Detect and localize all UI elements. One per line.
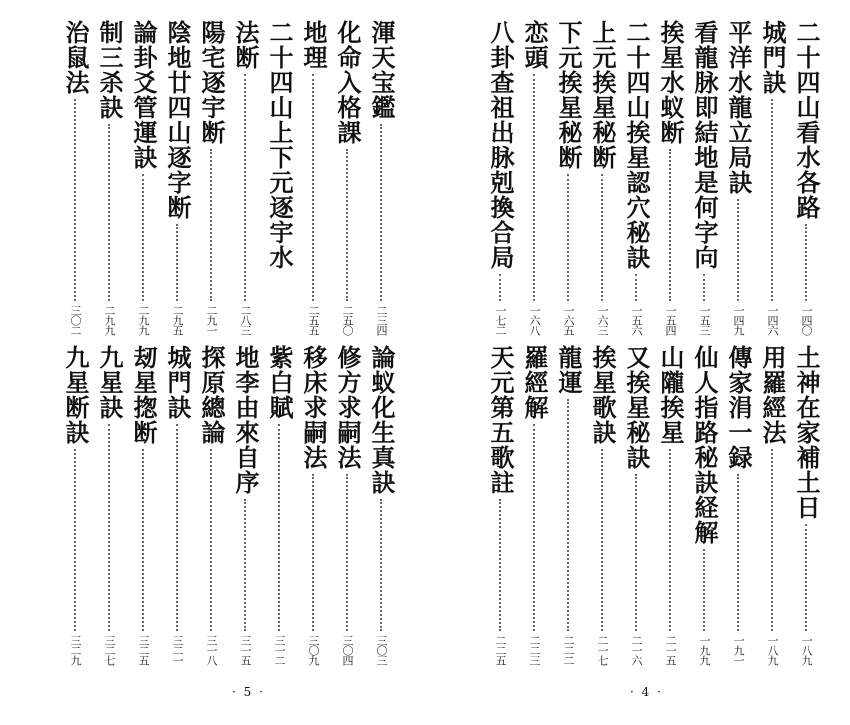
toc-page-number: 三一八 — [205, 635, 218, 665]
toc-entry[interactable] — [229, 345, 261, 665]
dot-leader — [380, 499, 382, 631]
toc-entry-title: 上元挨星秘断 — [588, 20, 617, 170]
dot-leader — [176, 424, 178, 631]
toc-entry[interactable] — [263, 20, 295, 335]
toc-entry[interactable] — [127, 345, 159, 665]
dot-leader — [176, 224, 178, 301]
toc-entry[interactable] — [59, 20, 91, 335]
toc-page-number: 一六三 — [596, 305, 609, 335]
toc-entry[interactable] — [688, 20, 720, 335]
toc-entry[interactable] — [365, 345, 397, 665]
toc-entry-title: 又挨星秘訣 — [622, 345, 651, 470]
toc-entry-title: 九星断訣 — [61, 345, 90, 445]
page-folio: · 4 · — [630, 685, 663, 699]
toc-page-number: 三一二 — [273, 635, 286, 665]
dot-leader — [142, 449, 144, 631]
toc-entry-title: 陰地廿四山逐字断 — [163, 20, 192, 220]
toc-entry[interactable] — [365, 20, 397, 335]
toc-entry[interactable] — [229, 20, 261, 335]
toc-entry-title: 探原總論 — [197, 345, 226, 445]
toc-entry-title: 天元第五歌註 — [486, 345, 515, 495]
right-page — [425, 0, 850, 725]
toc-entry[interactable] — [195, 345, 227, 665]
toc-entry-title: 城門訣 — [758, 20, 787, 95]
toc-entry-title: 法断 — [231, 20, 260, 70]
dot-leader — [346, 474, 348, 631]
dot-leader — [210, 149, 212, 301]
toc-page-number: 二九一 — [205, 305, 218, 335]
toc-page-number: 三一五 — [239, 635, 252, 665]
dot-leader — [737, 199, 739, 301]
toc-page-number: 一四〇 — [800, 305, 813, 335]
toc-entry-title: 制三杀訣 — [95, 20, 124, 120]
toc-entry-title: 論蚁化生真訣 — [367, 345, 396, 495]
dot-leader — [312, 74, 314, 301]
toc-entry-title: 二十四山上下元逐宇水 — [265, 20, 294, 270]
toc-entry-title: 下元挨星秘断 — [554, 20, 583, 170]
toc-entry[interactable] — [688, 345, 720, 665]
toc-entry[interactable] — [161, 20, 193, 335]
dot-leader — [635, 274, 637, 301]
toc-entry-title: 山隴挨星 — [656, 345, 685, 445]
toc-entry-title: 陽宅逐宇断 — [197, 20, 226, 145]
right-bottom-toc — [425, 345, 850, 665]
toc-page-number: 二八三 — [239, 305, 252, 335]
toc-entry-title: 論卦爻管運訣 — [129, 20, 158, 170]
toc-entry-title: 地李由來自序 — [231, 345, 260, 495]
toc-entry-title: 二十四山看水各路 — [792, 20, 821, 220]
right-top-toc — [425, 20, 850, 335]
toc-page-number: 二一七 — [596, 635, 609, 665]
toc-page-number: 一九一 — [732, 635, 745, 665]
toc-entry-title: 地理 — [299, 20, 328, 70]
dot-leader — [805, 524, 807, 631]
dot-leader — [805, 224, 807, 301]
toc-entry[interactable] — [484, 20, 516, 335]
toc-page-number: 二五〇 — [341, 305, 354, 335]
dot-leader — [635, 474, 637, 631]
toc-page-number: 二一六 — [630, 635, 643, 665]
dot-leader — [601, 174, 603, 301]
toc-entry-title: 治鼠法 — [61, 20, 90, 95]
toc-entry-title: 化命入格課 — [333, 20, 362, 145]
toc-page-number: 三〇四 — [341, 635, 354, 665]
toc-columns — [484, 20, 822, 335]
dot-leader — [669, 449, 671, 631]
toc-entry[interactable] — [722, 20, 754, 335]
toc-page-number: 二九五 — [171, 305, 184, 335]
toc-page-number: 三二一 — [171, 635, 184, 665]
dot-leader — [312, 474, 314, 631]
toc-entry[interactable] — [586, 20, 618, 335]
toc-entry[interactable] — [790, 345, 822, 665]
toc-entry-title: 羅經解 — [520, 345, 549, 420]
dot-leader — [142, 174, 144, 301]
toc-page-number: 一八九 — [800, 635, 813, 665]
toc-entry-title: 用羅經法 — [758, 345, 787, 445]
dot-leader — [108, 124, 110, 301]
dot-leader — [533, 74, 535, 301]
toc-page-number: 二五五 — [307, 305, 320, 335]
toc-page-number: 一五六 — [630, 305, 643, 335]
dot-leader — [346, 149, 348, 301]
dot-leader — [278, 424, 280, 631]
dot-leader — [771, 99, 773, 301]
toc-entry-title: 城門訣 — [163, 345, 192, 420]
dot-leader — [703, 274, 705, 301]
toc-entry[interactable] — [263, 345, 295, 665]
toc-columns — [59, 345, 397, 665]
toc-page-number: 一八九 — [766, 635, 779, 665]
toc-entry[interactable] — [331, 345, 363, 665]
dot-leader — [210, 449, 212, 631]
dot-leader — [533, 424, 535, 631]
toc-entry-title: 修方求嗣法 — [333, 345, 362, 470]
toc-entry-title: 挨星歌訣 — [588, 345, 617, 445]
dot-leader — [108, 424, 110, 631]
toc-page-number: 二九九 — [137, 305, 150, 335]
toc-entry-title: 土神在家補土日 — [792, 345, 821, 520]
toc-page-number: 二二三 — [528, 635, 541, 665]
toc-page-number: 一五三 — [698, 305, 711, 335]
toc-page-number: 二一五 — [664, 635, 677, 665]
toc-entry[interactable] — [331, 20, 363, 335]
toc-page-number: 二三四 — [375, 305, 388, 335]
toc-entry[interactable] — [586, 345, 618, 665]
toc-page-number: 一五四 — [664, 305, 677, 335]
toc-entry-title: 二十四山挨星認穴秘訣 — [622, 20, 651, 270]
dot-leader — [771, 449, 773, 631]
left-bottom-toc — [0, 345, 425, 665]
toc-page-number: 三〇三 — [375, 635, 388, 665]
toc-entry[interactable] — [552, 345, 584, 665]
toc-page-number: 一九九 — [698, 635, 711, 665]
toc-entry[interactable] — [195, 20, 227, 335]
dot-leader — [737, 474, 739, 631]
page-folio: · 5 · — [232, 685, 265, 699]
toc-entry[interactable] — [654, 345, 686, 665]
toc-entry[interactable] — [297, 345, 329, 665]
toc-entry[interactable] — [620, 20, 652, 335]
toc-columns — [484, 345, 822, 665]
toc-page-number: 二二五 — [494, 635, 507, 665]
toc-page-number: 一六五 — [562, 305, 575, 335]
dot-leader — [74, 99, 76, 301]
toc-entry[interactable] — [790, 20, 822, 335]
dot-leader — [244, 74, 246, 301]
toc-entry-title: 移床求嗣法 — [299, 345, 328, 470]
toc-entry-title: 恋頭 — [520, 20, 549, 70]
toc-page-number: 三〇二 — [69, 305, 82, 335]
toc-page-number: 一四九 — [732, 305, 745, 335]
toc-entry[interactable] — [93, 345, 125, 665]
toc-entry[interactable] — [756, 20, 788, 335]
toc-entry[interactable] — [484, 345, 516, 665]
toc-entry[interactable] — [518, 20, 550, 335]
toc-entry[interactable] — [127, 20, 159, 335]
toc-page-number: 二九九 — [103, 305, 116, 335]
dot-leader — [567, 399, 569, 631]
toc-page-number: 三二七 — [103, 635, 116, 665]
toc-entry[interactable] — [59, 345, 91, 665]
toc-page-number: 一七二 — [494, 305, 507, 335]
toc-entry-title: 渾天宝鑑 — [367, 20, 396, 120]
toc-entry-title: 九星訣 — [95, 345, 124, 420]
dot-leader — [499, 499, 501, 631]
toc-entry-title: 仙人指路秘訣経解 — [690, 345, 719, 545]
dot-leader — [601, 449, 603, 631]
toc-page-number: 一四六 — [766, 305, 779, 335]
toc-entry-title: 平洋水龍立局訣 — [724, 20, 753, 195]
dot-leader — [669, 149, 671, 301]
toc-page-number: 一六八 — [528, 305, 541, 335]
toc-entry-title: 挨星水蚁断 — [656, 20, 685, 145]
dot-leader — [499, 274, 501, 301]
toc-page-number: 三〇九 — [307, 635, 320, 665]
toc-entry[interactable] — [654, 20, 686, 335]
toc-entry[interactable] — [620, 345, 652, 665]
toc-entry[interactable] — [552, 20, 584, 335]
dot-leader — [380, 124, 382, 301]
toc-entry[interactable] — [756, 345, 788, 665]
toc-entry-title: 紫白賦 — [265, 345, 294, 420]
toc-entry-title: 龍運 — [554, 345, 583, 395]
toc-page-number: 三二五 — [137, 635, 150, 665]
toc-columns — [59, 20, 397, 335]
toc-entry[interactable] — [93, 20, 125, 335]
toc-entry[interactable] — [518, 345, 550, 665]
toc-entry-title: 傳家涓一録 — [724, 345, 753, 470]
toc-entry-title: 刼星揔断 — [129, 345, 158, 445]
toc-entry-title: 八卦查祖出脉剋換合局 — [486, 20, 515, 270]
left-top-toc — [0, 20, 425, 335]
toc-entry[interactable] — [297, 20, 329, 335]
toc-entry[interactable] — [161, 345, 193, 665]
toc-entry[interactable] — [722, 345, 754, 665]
dot-leader — [703, 549, 705, 631]
dot-leader — [567, 174, 569, 301]
dot-leader — [244, 499, 246, 631]
toc-page-number: 二二二 — [562, 635, 575, 665]
dot-leader — [74, 449, 76, 631]
toc-entry-title: 看龍脉即結地是何字向 — [690, 20, 719, 270]
toc-page-number: 三二九 — [69, 635, 82, 665]
